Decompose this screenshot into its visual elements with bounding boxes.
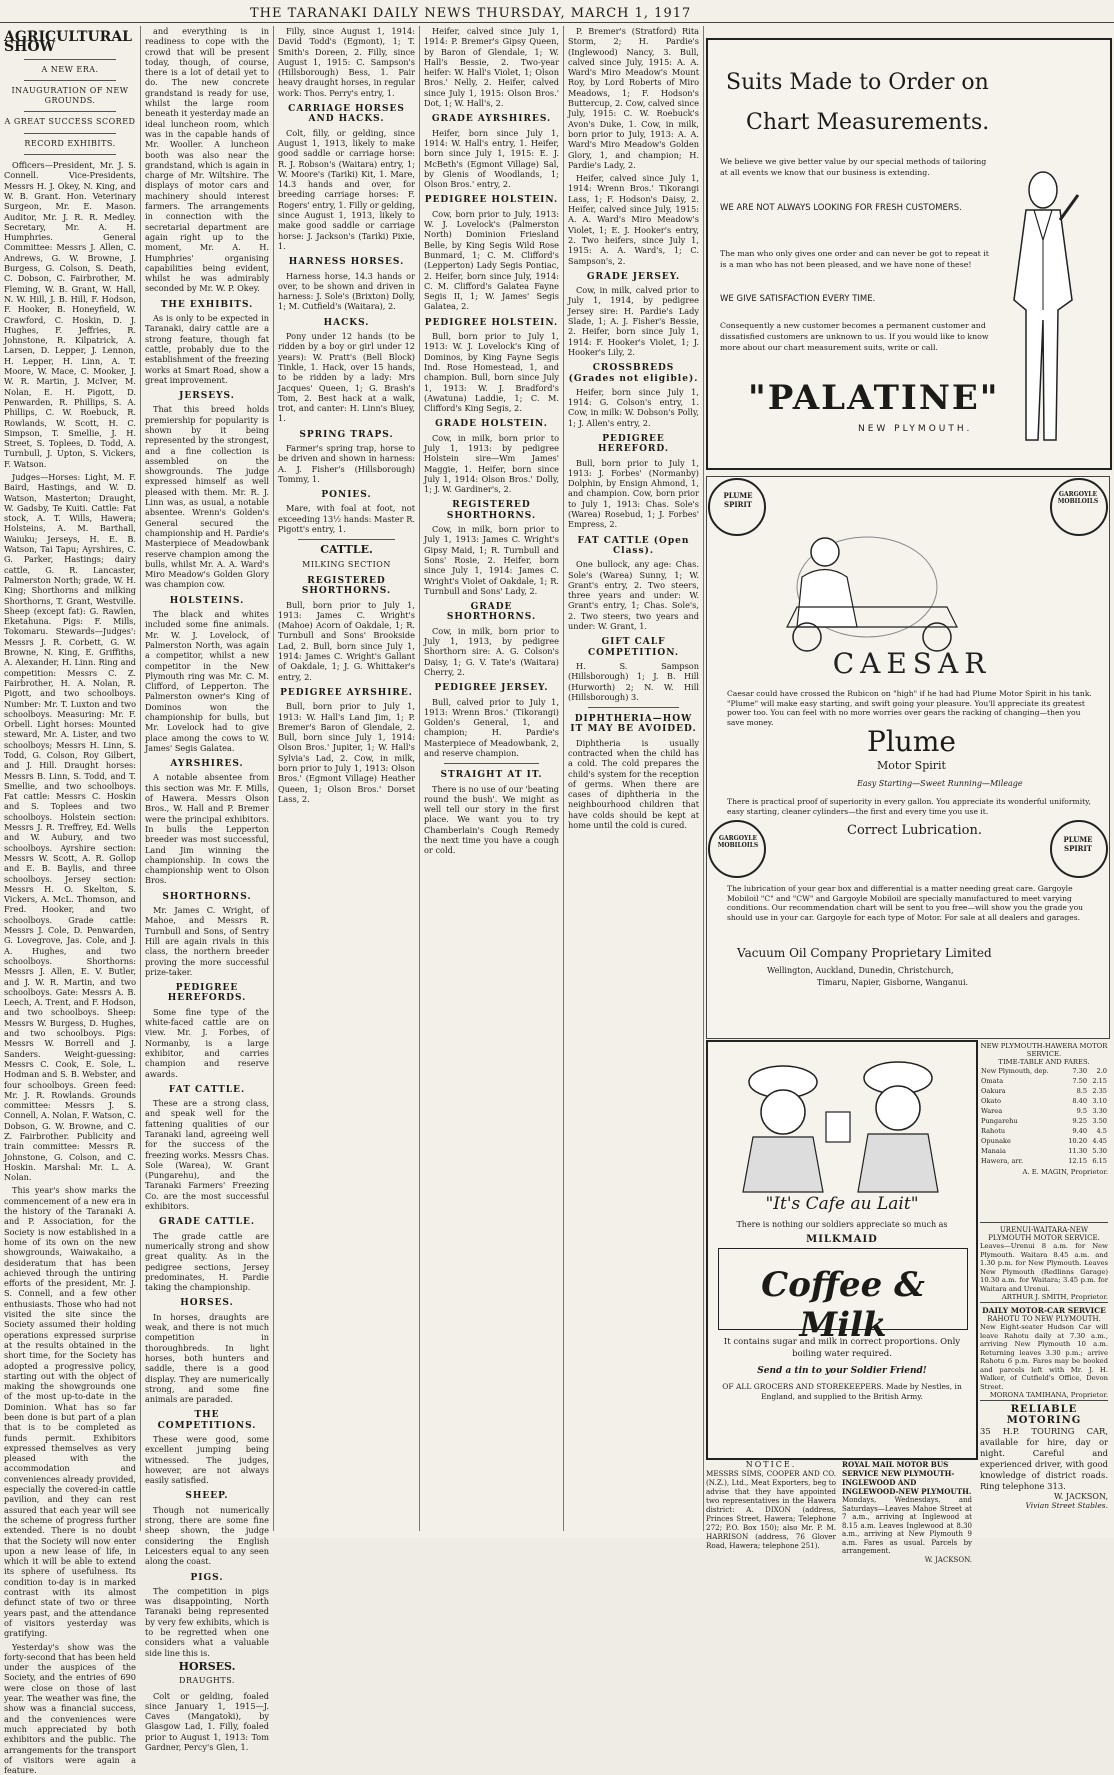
paragraph: Colt, filly, or gelding, since August 1, 1913, likely to make good saddle or carriage horse: R. J. Robson's (Waitara) entry, 1; W. Moore's (Tariki) Kit, 1. Mare, 14.3 hands and over, for breeding carriage horses: F. Rogers' entry, 1. Filly or gelding, since August 1, 1913, likely to make good saddle or carriage horse: J. Jackson's (Tariki) Pixie, 1. xyxy=(278,127,415,251)
timetable-cell: Manaia xyxy=(981,1147,1006,1155)
paragraph: Cow, in milk, born prior to July 1, 1913, by pedigree Shorthorn sire: A. G. Colson's Daisy, 1; G. V. Tate's (Waitara) Cherry, 2. xyxy=(424,625,559,677)
paragraph: Farmer's spring trap, horse to be driven and shown in harness: A. J. Fisher's (Hillsborough) Tommy, 1. xyxy=(278,442,415,484)
timetable-cell: 9.40 xyxy=(1072,1127,1088,1135)
ad-body: New Eight-seater Hudson Car will leave Rahotu daily at 7.30 a.m., arriving New Plymouth 10 a.m. Returning leaves 3.30 p.m.; arrive Rahotu 6 p.m. Fares may be booked and parcels left with Mr. J. H. Walker, of Cutfield's Office, Devon Street. xyxy=(980,1323,1108,1391)
paragraph: Heifer, born since July 1, 1914: G. Colson's entry, 1. Cow, in milk: W. Dobson's Polly, 1; J. Allen's entry, 2. xyxy=(568,386,699,428)
ad-paragraph: WE GIVE SATISFACTION EVERY TIME. xyxy=(720,294,876,304)
product-name: Coffee & Milk xyxy=(761,1265,925,1345)
section-heading: DIPHTHERIA—HOW IT MAY BE AVOIDED. xyxy=(570,714,697,735)
timetable xyxy=(980,1066,1108,1166)
timetable-row xyxy=(980,1086,1108,1096)
paragraph: Heifer, born since July 1, 1914: W. Hall's entry, 1. Heifer, born since July 1, 1915: E. J. McBeth's (Egmont Village) Sal, by Glenis of Woodlands, 1; Olson Bros.' entry, 2. xyxy=(424,127,559,190)
ad-paragraph: We believe we give better value by our special methods of tailoring at all events we know that our business is extending. xyxy=(720,157,987,177)
subhead: A NEW ERA. xyxy=(41,64,99,74)
subhead: RECORD EXHIBITS. xyxy=(24,138,116,148)
timetable-cell: 4.45 xyxy=(1092,1137,1107,1145)
section-heading: JERSEYS. xyxy=(179,391,235,402)
column-5 xyxy=(568,26,699,1531)
paragraph: One bullock, any age: Chas. Sole's (Warea) Sunny, 1; W. Grant's entry, 2. Two steers, three years and under: W. Grant's entry, 1; Chas. Sole's, 2. Two steers, two years and under: W. Grant, 1. xyxy=(568,559,699,632)
caesar-title: CAESAR xyxy=(832,647,992,680)
timetable-cell: New Plymouth, dep. xyxy=(981,1067,1049,1075)
column-2 xyxy=(145,26,269,1753)
column-rule xyxy=(419,26,420,1531)
paragraph: Cow, in milk, born prior to July 1, 1913: by pedigree Holstein sire—Wm James' Maggie, 1. Heifer, born since July 1, 1914: Olson Bros.' Dolly, 1; J. W. Gardiner's, 2. xyxy=(424,432,559,495)
paragraph: P. Bremer's (Stratford) Rita Storm, 2; H. Pardie's (Inglewood) Nancy, 3. Bull, calved since July, 1915: A. A. Ward's Miro Meadow's Mount Roy, by Lord Roberts of Miro Meadows, 1; F. Hodson's Buttercup, 2. Cow, calved since July, 1915: C. W. Roebuck's Avon's Duke, 1. Cow, in milk, born prior to July, 1913: A. A. Ward's Miro Meadow's Golden Glory, 1, and champion; H. Pardie's Lady, 2. xyxy=(568,26,699,170)
product-box xyxy=(718,1248,968,1345)
paragraph: Colt or gelding, foaled since January 1, 1915—J. Caves (Mangatoki), by Glasgow Lad, 1. Filly, foaled prior to August 1, 1913: Tom Gardner, Percy's Glen, 1. xyxy=(145,1690,269,1753)
timetable-row xyxy=(980,1076,1108,1086)
section-heading: FAT CATTLE. xyxy=(168,1084,246,1095)
paragraph: These are a strong class, and speak well for the fattening qualities of our Taranaki land, agreeing well for the success of the freezing works. Messrs Chas. Sole (Warea), W. Grant (Pungarehu), and the Taranaki Farmers' Freezing Co. are the most successful exhibitors. xyxy=(145,1098,269,1212)
paragraph: The grade cattle are numerically strong and show great quality. As in the pedigree sections, Jersey predominates, H. Pardie taking the championship. xyxy=(145,1230,269,1293)
company-cities: Timaru, Napier, Gisborne, Wanganui. xyxy=(817,978,969,987)
section-heading: THE EXHIBITS. xyxy=(160,299,254,310)
palatine-brand: "PALATINE" xyxy=(748,378,1000,418)
timetable-cell: 10.20 xyxy=(1068,1137,1088,1145)
paragraph: In horses, draughts are weak, and there is not much competition in thoroughbreds. In light horses, both hunters and saddle, there is a good display. They are numerically strong, and some fine animals are paraded. xyxy=(145,1311,269,1405)
daily-motor-car-ad xyxy=(980,1306,1108,1401)
column-1 xyxy=(4,26,136,1775)
timetable-cell: 11.30 xyxy=(1068,1147,1088,1155)
timetable-row xyxy=(980,1096,1108,1106)
paragraph: Some fine type of the white-faced cattle are on view. Mr. J. Forbes, of Normanby, is a large exhibitor, and carries champion and reserve awards. xyxy=(145,1006,269,1079)
divider xyxy=(444,763,539,764)
section-heading: AYRSHIRES. xyxy=(170,759,244,770)
paragraph: Heifer, calved since July 1, 1914: Wrenn Bros.' Tikorangi Lass, 1; F. Hodson's Daisy, 2. Heifer, calved since July, 1915: A. A. Ward's Miro Meadow's Violet, 1; E. J. Hooker's entry, 2. Two heifers, since July 1, 1915: A. A. Ward's, 1; C. Sampson's, 2. xyxy=(568,173,699,266)
section-heading: HORSES. xyxy=(180,1298,234,1309)
timetable-cell: 3.30 xyxy=(1092,1107,1107,1115)
timetable-cell: Rahotu xyxy=(981,1127,1006,1135)
section-heading: SHEEP. xyxy=(185,1491,229,1502)
paragraph: Diphtheria is usually contracted when the child has a cold. The cold prepares the child's system for the reception of germs. When there are cases of diphtheria in the neighbourhood children that have colds should be kept at home until the cold is cured. xyxy=(568,737,699,831)
paragraph: Cow, born prior to July, 1913: W. J. Lovelock's (Palmerston North) Dominion Friesland Belle, by King Segis Wild Rose Bunmard, 1; C. M. Clifford's (Lepperton) Lady Segis Pontiac, 2. Heifer, born since July, 1914: C. M. Clifford's Galatea Fayne Segis II, 1; W. James' Segis Galatea, 2. xyxy=(424,208,559,312)
motor-service-timetable xyxy=(980,1042,1108,1223)
plume-motor-spirit-ad xyxy=(706,476,1110,880)
ad-paragraph: Caesar could have crossed the Rubicon on "high" if he had had Plume Motor Spirit in his tank. "Plume" will make easy starting, and swift going your pleasure. You'll appreciate its greatest power too. You can feel with no more worries over gears the racking of changing—then you save money. xyxy=(727,689,1092,727)
divider xyxy=(298,539,395,540)
paragraph: Bull, born prior to July 1, 1913: W. J. Lovelock's King of Dominos, by King Fayne Segis Ind. Rose Homestead, 1, and champion. Bull, born since July 1, 1913: W. J. Bradford's (Awatuna) Laddie, 1; C. M. Clifford's King Segis, 2. xyxy=(424,331,559,414)
royal-mail-motor-ad xyxy=(842,1460,972,1564)
paragraph: The black and whites included some fine animals. Mr. W. J. Lovelock, of Palmerston North, was again a competitor, whilst a new competitor in the New Plymouth ring was Mr. C. M. Clifford, of Lepperton. The Palmerston owner's King of Dominos won the championship for bulls, but Mr. Lovelock had to give place among the cows to W. James' Segis Galatea. xyxy=(145,609,269,753)
paragraph: This year's show marks the commencement of a new era in the history of the Taranaki A. and P. Association, for the Society is now established in a home of its own on the new showgrounds, Waiwakaiho, a desideratum that has been achieved through the untiring efforts of the president, Mr. J. S. Connell, and a few other enthusiasts. Those who had not visited the site since the Society assumed their holding operations expressed surprise at the results obtained in the short time, for the Society has adopted a progressive policy, starting out with the object of making the showgrounds one of the most up-to-date in the Dominion. What has so far been done is but part of a plan that is to be completed as funds permit. Exhibitors expressed themselves as very pleased with the accommodation and conveniences already provided, especially the covered-in cattle pavilion, and they can rest assured that each year will see the scheme of progress further extended. There is no doubt that the Society will now enter upon a new lease of life, in which it will be able to extend its sphere of usefulness. Its condition to-day is in marked contrast with its almost defunct state of two or three years past, and the attendance of visitors yesterday was gratifying. xyxy=(4,1185,136,1639)
timetable-cell: 9.25 xyxy=(1072,1117,1088,1125)
timetable-cell: 7.50 xyxy=(1072,1077,1088,1085)
subhead: A GREAT SUCCESS SCORED xyxy=(4,117,136,127)
urenui-motor-ad xyxy=(980,1226,1108,1303)
ad-owner: W. JACKSON, xyxy=(1053,1492,1108,1501)
section-heading: STRAIGHT AT IT. xyxy=(440,770,543,781)
timetable-cell: Okato xyxy=(981,1097,1001,1105)
ad-paragraph: There is practical proof of superiority in every gallon. You appreciate its wonderful uniformity, easy starting, cleaner cylinders—the first and every time you use it. xyxy=(727,797,1091,816)
ad-paragraph: The man who only gives one order and can never be got to repeat it is a man who has not been pleased, and we have none of these! xyxy=(720,249,989,269)
timetable-cell: 4.5 xyxy=(1096,1127,1107,1135)
timetable-cell: 5.30 xyxy=(1092,1147,1107,1155)
section-heading: THE COMPETITIONS. xyxy=(157,1410,257,1431)
paragraph: The competition in pigs was disappointing, North Taranaki being represented by very few exhibits, which is to be regretted when one considers what a valuable side line this is. xyxy=(145,1585,269,1658)
corner-badge: PLUME SPIRIT xyxy=(723,491,753,509)
major-heading: CATTLE. xyxy=(320,543,373,557)
ad-headline: "It's Cafe au Lait" xyxy=(765,1194,919,1214)
divider xyxy=(588,707,679,708)
ad-address: Vivian Street Stables. xyxy=(1025,1501,1108,1510)
paragraph: Bull, born prior to July 1, 1913: J. Forbes' (Normanby) Dolphin, by Ensign Ahmond, 1, and champion. Cow, born prior to July 1, 1913: Chas. Sole's (Warea) Rosebud, 1; J. Forbes' Empress, 2. xyxy=(568,457,699,530)
timetable-cell: Pungarehu xyxy=(981,1117,1018,1125)
paragraph: Pony under 12 hands (to be ridden by a boy or girl under 12 years): W. Pratt's (Bell Block) Tinkle, 1. Hack, over 15 hands, to be ridden by a lady: Mrs Jacques' Queen, 1; G. Brash's Tom, 2. Best hack at a walk, trot, and canter: H. Linn's Bluey, 1. xyxy=(278,331,415,424)
timetable-cell: 9.5 xyxy=(1076,1107,1088,1115)
masthead-text: THE TARANAKI DAILY NEWS THURSDAY, MARCH 1, 1917 xyxy=(250,6,692,21)
paragraph: H. S. Sampson (Hillsborough) 1; J. B. Hill (Hurworth) 2; N. W. Hill (Hillsborough) 3. xyxy=(568,660,699,702)
divider xyxy=(24,154,116,155)
paragraph: These were good, some excellent jumping being witnessed. The judges, however, are not always easily satisfied. xyxy=(145,1434,269,1486)
ad-subtext: There is nothing our soldiers appreciate so much as xyxy=(736,1220,948,1229)
timetable-cell: 2.15 xyxy=(1092,1077,1107,1085)
timetable-title: NEW PLYMOUTH-HAWERA MOTOR SERVICE. xyxy=(980,1042,1108,1058)
section-heading: PEDIGREE HOLSTEIN. xyxy=(424,317,559,328)
column-rule xyxy=(563,26,564,1531)
section-heading: CROSSBREDS (Grades not eligible). xyxy=(568,363,699,384)
section-heading: GRADE CATTLE. xyxy=(159,1217,255,1228)
section-heading: PEDIGREE HEREFORDS. xyxy=(167,983,247,1004)
timetable-cell: Warea xyxy=(981,1107,1003,1115)
section-heading: SHORTHORNS. xyxy=(162,891,252,902)
section-heading: GRADE SHORTHORNS. xyxy=(446,602,537,623)
section-heading: FAT CATTLE (Open Class). xyxy=(577,535,690,556)
timetable-cell: Opunake xyxy=(981,1137,1011,1145)
milkmaid-coffee-ad xyxy=(706,1040,978,1460)
timetable-cell: 2.0 xyxy=(1096,1067,1107,1075)
section-heading: PIGS. xyxy=(190,1572,224,1583)
paragraph: Yesterday's show was the forty-second that has been held under the auspices of the Society, and the entries of 690 were close on those of last year. The weather was fine, the show was a financial success, and the conveniences were much appreciated by both exhibitors and the public. The arrangements for the transport of visitors were again a feature. xyxy=(4,1641,136,1775)
section-heading: CARRIAGE HORSES AND HACKS. xyxy=(288,104,405,125)
column-rule xyxy=(140,26,141,1531)
notice-body: MESSRS SIMS, COOPER AND CO. (N.Z.), Ltd., Meat Exporters, beg to advise that they have appointed two representatives in the Hawera district: A. DIXON (address, Princes Street, Hawera; Telephone 272; P.O. Box 150); also Mr. P. M. HARRISON (address, 76 Glover Road, Hawera; telephone 251). xyxy=(706,1469,836,1550)
corner-badge: GARGOYLE MOBILOILS xyxy=(717,835,759,849)
paragraph: Mr. James C. Wright, of Mahoe, and Messrs R. Turnbull and Sons, of Sentry Hill are again rivals in this class, the northern breeder proving the more successful prize-taker. xyxy=(145,905,269,977)
ad-callout: Send a tin to your Soldier Friend! xyxy=(757,1366,927,1376)
paragraph: Filly, since August 1, 1914: David Todd's (Egmont), 1; T. Smith's Doreen, 2. Filly, since August 1, 1915: C. Sampson's (Hillsborough) Bess, 1. Pair heavy draught horses, in regular work: Thos. Perry's entry, 1. xyxy=(278,26,415,98)
timetable-row xyxy=(980,1126,1108,1136)
ad-owner: W. JACKSON. xyxy=(924,1555,972,1564)
timetable-cell: 6.15 xyxy=(1092,1157,1107,1165)
timetable-cell: Hawera, arr. xyxy=(981,1157,1024,1165)
section-heading: GRADE JERSEY. xyxy=(586,271,681,282)
paragraph: Though not numerically strong, there are some fine sheep shown, the judge considering the English Leicesters equal to any seen along the coast. xyxy=(145,1504,269,1567)
section-heading: GIFT CALF COMPETITION. xyxy=(587,637,680,658)
section-heading: REGISTERED SHORTHORNS. xyxy=(301,575,392,597)
timetable-cell: 7.30 xyxy=(1072,1067,1088,1075)
ad-title: ROYAL MAIL MOTOR BUS SERVICE NEW PLYMOUTH-INGLEWOOD AND INGLEWOOD-NEW PLYMOUTH. xyxy=(842,1460,972,1496)
paragraph: As is only to be expected in Taranaki, dairy cattle are a strong feature, though fat cattle, probably due to the establishment of the freezing works at Smart Road, show a great improvement. xyxy=(145,313,269,385)
paragraph: Heifer, calved since July 1, 1914: P. Bremer's Gipsy Queen, by Baron of Glendale, 1; W. Hall's Bessie, 2. Two-year heifer: W. Hall's Violet, 1; Olson Bros.' Nelly, 2. Heifer, calved since July 1, 1915: Olson Bros.' Dot, 1; W. Hall's, 2. xyxy=(424,26,559,109)
timetable-row xyxy=(980,1116,1108,1126)
ad-paragraph: It contains sugar and milk in correct proportions. Only boiling water required. xyxy=(723,1337,961,1359)
reliable-motoring-ad xyxy=(980,1404,1108,1534)
notice xyxy=(706,1460,836,1550)
timetable-footer: A. E. MAGIN, Proprietor. xyxy=(1022,1168,1108,1176)
timetable-row xyxy=(980,1146,1108,1156)
subhead: INAUGURATION OF NEW GROUNDS. xyxy=(11,85,129,106)
column-4 xyxy=(424,26,559,1531)
timetable-row xyxy=(980,1136,1108,1146)
sub-heading: MILKING SECTION xyxy=(302,559,391,569)
ad-owner: ARTHUR J. SMITH, Proprietor. xyxy=(1001,1293,1108,1301)
timetable-cell: 8.40 xyxy=(1072,1097,1088,1105)
divider xyxy=(24,111,116,112)
paragraph: Bull, born prior to July 1, 1913: W. Hall's Land Jim, 1; P. Bremer's Baron of Glendale, 2. Bull, born since July 1, 1914: Olson Bros.' Jupiter, 1; W. Hall's Sylvia's Lad, 2. Cow, in milk, born prior to July 1, 1913: Olson Bros.' (Egmont Village) Heather Queen, 1; Olson Bros.' Dorset Lass, 2. xyxy=(278,701,415,804)
ad-title: URENUI-WAITARA-NEW PLYMOUTH MOTOR SERVICE. xyxy=(988,1226,1100,1242)
section-heading: PONIES. xyxy=(321,490,372,501)
divider xyxy=(24,80,116,81)
column-3 xyxy=(278,26,415,1531)
vacuum-oil-ad xyxy=(706,878,1110,1039)
palatine-ad xyxy=(706,38,1112,470)
ad-body: 35 H.P. TOURING CAR, available for hire, day or night. Careful and experienced driver, with good knowledge of district roads. Ring telephone 313. xyxy=(980,1426,1108,1491)
section-heading: HACKS. xyxy=(323,317,370,328)
section-heading: REGISTERED SHORTHORNS. xyxy=(446,500,537,521)
ad-title: DAILY MOTOR-CAR SERVICE xyxy=(982,1306,1106,1315)
ad-subtitle: RAHOTU TO NEW PLYMOUTH. xyxy=(987,1315,1101,1323)
section-heading: PEDIGREE HEREFORD. xyxy=(597,433,670,455)
notice-title: NOTICE. xyxy=(745,1460,797,1469)
ad-paragraph: Consequently a new customer becomes a permanent customer and dissatisfied customers are unknown to us. If you would like to know more about our chart measurement suits, write or call. xyxy=(720,321,989,352)
timetable-subtitle: TIME-TABLE AND FARES. xyxy=(998,1058,1090,1066)
soldiers-illustration xyxy=(708,1042,976,1192)
paragraph: Cow, in milk, born prior to July 1, 1913: James C. Wright's Gipsy Maid, 1; R. Turnbull and Sons' Rosie, 2. Heifer, born since July 1, 1914: James C. Wright's Violet of Oakdale, 1; R. Turnbull and Sons' Lady, 2. xyxy=(424,524,559,596)
timetable-row xyxy=(980,1106,1108,1116)
article-headline: AGRICULTURAL SHOW xyxy=(4,29,133,56)
timetable-cell: 8.5 xyxy=(1076,1087,1088,1095)
ad-paragraph: WE ARE NOT ALWAYS LOOKING FOR FRESH CUSTOMERS. xyxy=(720,203,962,213)
paragraph: There is no use of our 'beating round the bush'. We might as well tell our story in the first place. We want you to try Chamberlain's Cough Remedy the next time you have a cough or cold. xyxy=(424,783,560,856)
column-rule xyxy=(703,26,704,1531)
timetable-row xyxy=(980,1066,1108,1076)
company-name: Vacuum Oil Company Proprietary Limited xyxy=(737,946,992,960)
timetable-cell: Omata xyxy=(981,1077,1004,1085)
section-heading: PEDIGREE AYRSHIRE. xyxy=(280,687,413,698)
lubrication-heading: Correct Lubrication. xyxy=(847,823,982,838)
timetable-cell: Oakura xyxy=(981,1087,1006,1095)
plume-wordmark: Plume xyxy=(867,725,956,758)
timetable-cell: 2.35 xyxy=(1092,1087,1107,1095)
section-heading: HARNESS HORSES. xyxy=(288,257,405,268)
motor-spirit-text: Motor Spirit xyxy=(877,759,946,772)
paragraph: Mare, with foal at foot, not exceeding 13½ hands: Master R. Pigott's entry, 1. xyxy=(278,503,415,535)
ad-paragraph: The lubrication of your gear box and differential is a matter needing great care. Gargoyle Mobiloil "C" and "CW" and Gargoyle Mobiloil are specially manufactured to meet varying conditions. Our recommendation chart will be sent to you free—will show you the grade you should use in your car. Gargoyle for each type of Motor. For sale at all dealers and garages. xyxy=(727,884,1084,922)
paragraph: Cow, in milk, calved prior to July 1, 1914, by pedigree Jersey sire: H. Pardie's Lady Slade, 1; A. J. Fisher's Bessie, 2. Heifer, born since July 1, 1914: F. Hooker's Violet, 1; J. Hooker's Lily, 2. xyxy=(568,285,699,357)
tailored-man-illustration xyxy=(988,160,1098,460)
corner-badge: GARGOYLE MOBILOILS xyxy=(1057,491,1099,505)
masthead xyxy=(0,0,1114,23)
corner-badge: PLUME SPIRIT xyxy=(1063,835,1093,853)
section-heading: GRADE HOLSTEIN. xyxy=(435,419,548,430)
column-rule xyxy=(273,26,274,1531)
timetable-row xyxy=(980,1156,1108,1166)
paragraph: Harness horse, 14.3 hands or over, to be shown and driven in harness: J. Sole's (Brixton) Dolly, 1; M. Cutfield's (Waitara), 2. xyxy=(278,270,415,312)
paragraph: Officers—President, Mr. J. S. Connell. Vice-Presidents, Messrs H. J. Okey, N. King, and W. B. Grant. Hon. Veterinary Surgeon, Mr. E. Mason. Auditor, Mr. J. R. R. Medley. Secretary, Mr. A. H. Humphries. General Committee: Messrs J. Allen, C. Andrews, G. W. Browne, J. Burgess, G. Colson, S. Death, C. Dobson, C. Fairbrother, M. Fleming, W. B. Grant, W. Hall, N. W. Hill, J. B. Hill, F. Hodson, F. Hooker, B. Honeyfield, W. Crawford, C. Hoskin, D. J. Hughes, F. Jeffries, R. Johnstone, R. Kilpatrick, A. Larsen, D. Lepper, J. Lennon, H. Lepper, H. Linn, A. T. Moore, W. Mace, C. Mooker, J. W. R. Martin, J. McIver, M. Nolan, E. H. Pigott, D. Penwarden, R. Phillips, S. A. Phillips, C. W. Roebuck, R. Rowlands, W. Scott, H. C. Simpson, T. Smellie, J. H. Street, S. Toplees, D. Todd, A. Turnbull, J. Upton, S. Vickers, F. Watson. xyxy=(4,160,136,469)
ad-headline: Suits Made to Order on xyxy=(726,70,989,95)
section-heading: SPRING TRAPS. xyxy=(299,429,394,440)
paragraph: That this breed holds premiership for popularity is shown by it being represented by the strongest, and a fine collection is assembled on the showgrounds. The judge expressed himself as well pleased with them. Mr. R. J. Linn was, as usual, a notable absentee. Wrenn's Golden's General secured the championship and H. Pardie's Masterpiece of Meadowbank reserve champion among the bulls, whilst Mr. A. A. Ward's Miro Meadow's Golden Glory was champion cow. xyxy=(145,404,269,590)
ad-title: RELIABLE MOTORING xyxy=(1006,1404,1082,1426)
timetable-cell: 12.15 xyxy=(1068,1157,1088,1165)
section-heading: PEDIGREE HOLSTEIN. xyxy=(424,195,559,206)
ad-headline: Chart Measurements. xyxy=(746,110,990,135)
paragraph: Bull, calved prior to July 1, 1913: Wrenn Bros.' (Tikorangi) Golden's General, 1, and champion; H. Pardie's Masterpiece of Meadowbank, 2, and reserve champion. xyxy=(424,696,559,758)
section-heading: GRADE AYRSHIRES. xyxy=(431,114,552,125)
ad-tagline: Easy Starting—Sweet Running—Mileage xyxy=(857,779,1023,788)
ad-body: Mondays, Wednesdays, and Saturdays—Leaves Mahoe Street at 7 a.m., arriving at Inglewood at 8.15 a.m. Leaves Inglewood at 8.30 a.m., arriving at New Plymouth 9 a.m. Fares as usual. Parcels by arrangement. xyxy=(842,1496,972,1555)
paragraph: A notable absentee from this section was Mr. F. Mills, of Hawera. Messrs Olson Bros., W. Hall and P. Bremer were the principal exhibitors. In bulls the Lepperton breeder was most successful, Land Jim winning the championship. In cows the championship went to Olson Bros. xyxy=(145,772,269,886)
section-heading: PEDIGREE JERSEY. xyxy=(434,683,549,694)
paragraph: Bull, born prior to July 1, 1913: James C. Wright's (Mahoe) Acorn of Oakdale, 1; R. Turnbull and Sons' Brookside Lad, 2. Bull, born since July 1, 1914: James C. Wright's Gallant of Oakdale, 1; J. G. Whittaker's entry, 2. xyxy=(278,599,415,682)
divider xyxy=(24,59,116,60)
timetable-cell: 3.50 xyxy=(1092,1117,1107,1125)
ad-owner: MORONA TAMIHANA, Proprietor. xyxy=(989,1391,1108,1399)
major-heading: HORSES. xyxy=(178,1659,236,1673)
timetable-cell: 3.10 xyxy=(1092,1097,1107,1105)
ad-paragraph: OF ALL GROCERS AND STOREKEEPERS. Made by Nestles, in England, and supplied to the British Army. xyxy=(722,1382,962,1401)
paragraph: and everything is in readiness to cope with the crowd that will be present today, though, of course, there is a lot of detail yet to do. The new concrete grandstand is ready for use, whilst the large room beneath it yesterday made an ideal luncheon room, which was in the capable hands of Mr. Wooller. A luncheon booth was also near the grandstand, which is again in charge of Mr. Wiltshire. The displays of motor cars and machinery should interest farmers. The arrangements in connection with the secretarial department are again right up to the moment, Mr. A. H. Humphries' organising capabilities being evident, whilst he was admirably seconded by Mr. W. P. Okey. xyxy=(145,26,269,294)
sub-heading: DRAUGHTS. xyxy=(179,1676,235,1686)
divider xyxy=(24,133,116,134)
company-cities: Wellington, Auckland, Dunedin, Christchurch, xyxy=(767,966,954,975)
section-heading: HOLSTEINS. xyxy=(169,595,245,606)
milkmaid-brand: MILKMAID xyxy=(806,1234,878,1245)
palatine-town: NEW PLYMOUTH. xyxy=(858,424,973,434)
paragraph: Judges—Horses: Light, M. F. Baird, Hastings, and W. D. Watson, Masterton; Draught, W. Gadsby, Te Kuiti. Cattle: Fat stock, A. T. Wills, Hawera; Holsteins, A. M. Barthall, Waiuku; Jerseys, H. E. B. Watson, Tai Tapu; Ayrshires, C. G. Parker, Hastings; dairy cattle, G. R. Lancaster, Palmerston North; grade, W. H. King; Shorthorns and milking Shorthorns, T. Grant, Westville. Sheep (except fat): G. Rawlen, Eketahuna. Pigs: F. Mills, Tokomaru. Stewards—Judges': Messrs J. R. Corbett, G. W. Browne, N. King, E. Griffiths, A. Alexander, H. Linn. Ring and competition: Messrs C. Z. Fairbrother, H. A. Nolan, R. Pigott, and two schoolboys. Number: Mr. T. Luxton and two schoolboys. Measuring: Mr. F. Orbell. Light horses: Mounted steward, Mr. A. Lister, and two schoolboys; Messrs H. Linn, S. Todd, G. Colson, Roy Gilbert, and J. Hill. Draught horses: Messrs B. Linn, S. Todd, and T. Smellie, and two schoolboys. Fat cattle: Messrs C. Hoskin and S. Toplees and two schoolboys. Holstein section: Messrs J. R. Treffrey, Ed. Wells and W. Aubury, and two schoolboys. Ayrshire section: Messrs W. Scott, A. R. Gollop and E. B. Baylis, and three schoolboys. Jersey section: Messrs H. O. Skelton, S. Vickers, A. McL. Thomson, and Fred. Hooker, and two schoolboys. Grade cattle: Messrs J. Cole, D. Penwarden, G. Lovegrove, Jas. Cole, and J. A. Hughes, and two schoolboys. Shorthorns: Messrs J. Allen, E. V. Butler, and J. W. R. Martin, and two schoolboys. Gate: Messrs A. B. Leech, A. Trent, and F. Hodson, and two schoolboys. Sheep: Messrs W. Burgess, D. Hughes, and two schoolboys. Pigs: Messrs W. Borrell and J. Sanders. Weight-guessing: Messrs C. Cook, E. Sole, L. Hodman and S. B. Webster, and four schoolboys. Green feed: Mr. J. R. Rowlands. Grounds committee: Messrs J. S. Connell, A. Nolan, F. Watson, C. Dobson, G. W. Browne, and C. Z. Fairbrother. Publicity and train committee: Messrs R. Johnstone, G. Colson, and C. Hoskin. Marshal: Mr. L. A. Nolan. xyxy=(4,471,136,1183)
ad-body: Leaves—Urenui 8 a.m. for New Plymouth. Waitara 8.45 a.m. and 1.30 p.m. for New Plymouth. Leaves New Plymouth (Redlinns Garage) 10.30 a.m. for Waitara; 3.45 p.m. for Waitara and Urenui. xyxy=(980,1242,1108,1293)
